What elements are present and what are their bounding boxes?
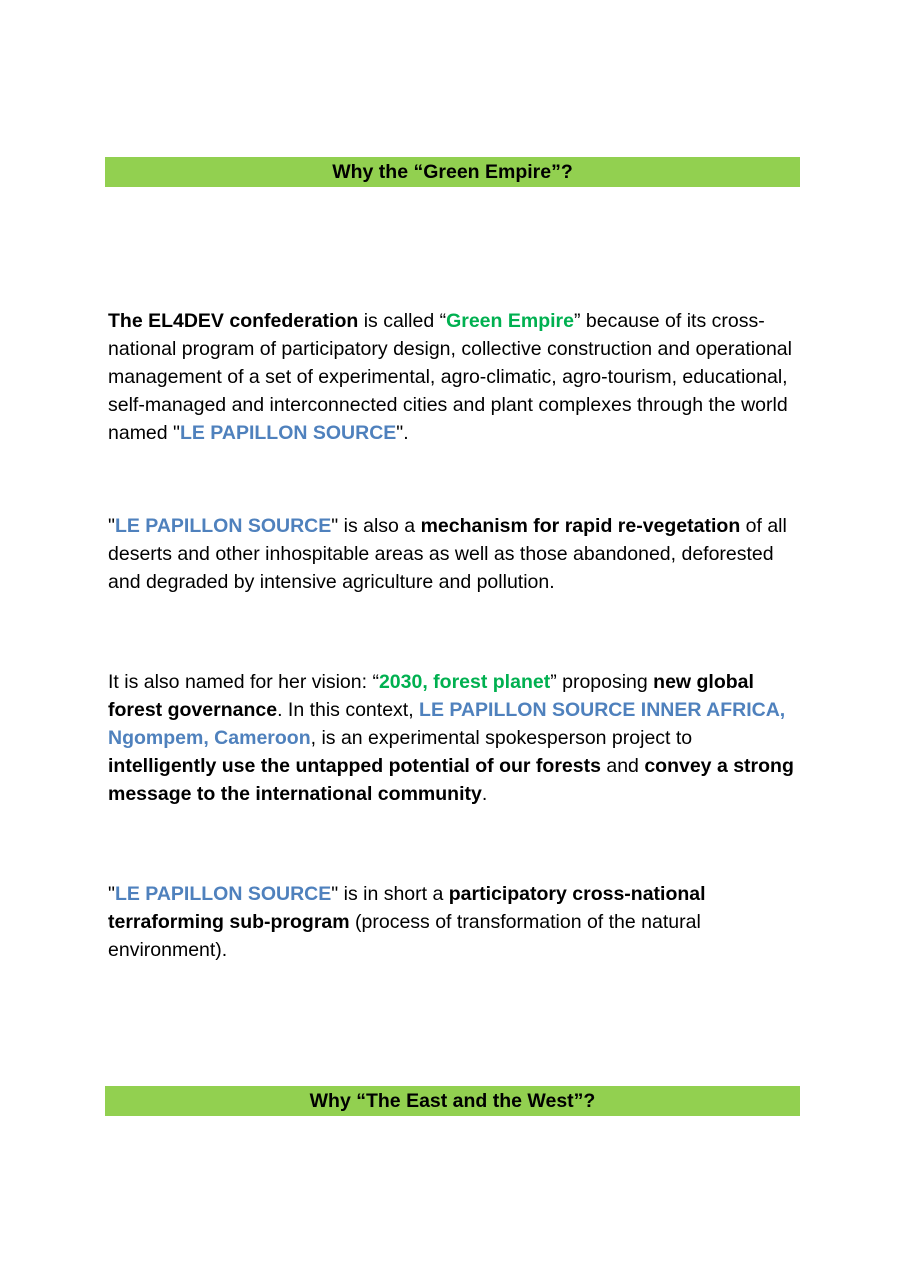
text-run: ".	[396, 422, 409, 444]
text-run: "	[108, 515, 115, 537]
text-run-green-empire: Green Empire	[446, 310, 574, 332]
text-run: intelligently use the untapped potential of our forests	[108, 755, 601, 777]
text-run: of all deserts and other inhospitable areas as well as those abandoned, deforested and degraded by intensive agriculture and pollution.	[108, 515, 787, 593]
text-run-2030-forest-planet: 2030, forest planet	[378, 671, 551, 693]
text-run: ” because of its cross-national program of participatory design, collective construction and operational management of a set of experimental, agro-climatic, agro-tourism, educational, self-managed and interconnected cities and plant complexes through the world named "	[108, 310, 792, 444]
text-run: "	[108, 883, 115, 905]
text-run: is called “	[358, 310, 447, 332]
paragraph-terraforming-subprogram	[108, 880, 804, 964]
text-run: convey a strong message to the international community	[108, 755, 794, 805]
text-run: , is an experimental spokesperson project to	[310, 727, 693, 749]
text-run: " is also a	[331, 515, 421, 537]
paragraph-el4dev-confederation	[108, 307, 804, 447]
text-run-lps-inner-africa: LE PAPILLON SOURCE INNER AFRICA, Ngompem, Cameroon	[108, 699, 786, 749]
paragraph-revegetation-mechanism	[108, 512, 804, 596]
text-run: participatory cross-national terraforming sub-program	[108, 883, 706, 933]
text-run: .	[481, 783, 488, 805]
text-run: . In this context,	[277, 699, 420, 721]
text-run: It is also named for her vision: “	[108, 671, 379, 693]
text-run-le-papillon-source: LE PAPILLON SOURCE	[114, 883, 332, 905]
section-header-title: Why the “Green Empire”?	[332, 160, 573, 183]
section-header-why-green-empire	[105, 157, 800, 187]
text-run: " is in short a	[331, 883, 449, 905]
text-run: new global forest governance	[108, 671, 754, 721]
paragraph-2030-forest-planet	[108, 668, 804, 808]
section-header-title: Why “The East and the West”?	[309, 1089, 596, 1112]
text-run-le-papillon-source: LE PAPILLON SOURCE	[114, 515, 332, 537]
text-run: The EL4DEV confederation	[108, 310, 359, 332]
text-run: mechanism for rapid re-vegetation	[420, 515, 741, 537]
section-header-why-east-west	[105, 1086, 800, 1116]
text-run: and	[600, 755, 645, 777]
text-run: ” proposing	[550, 671, 654, 693]
text-run: (process of transformation of the natural environment).	[108, 911, 701, 961]
text-run-le-papillon-source: LE PAPILLON SOURCE	[179, 422, 397, 444]
